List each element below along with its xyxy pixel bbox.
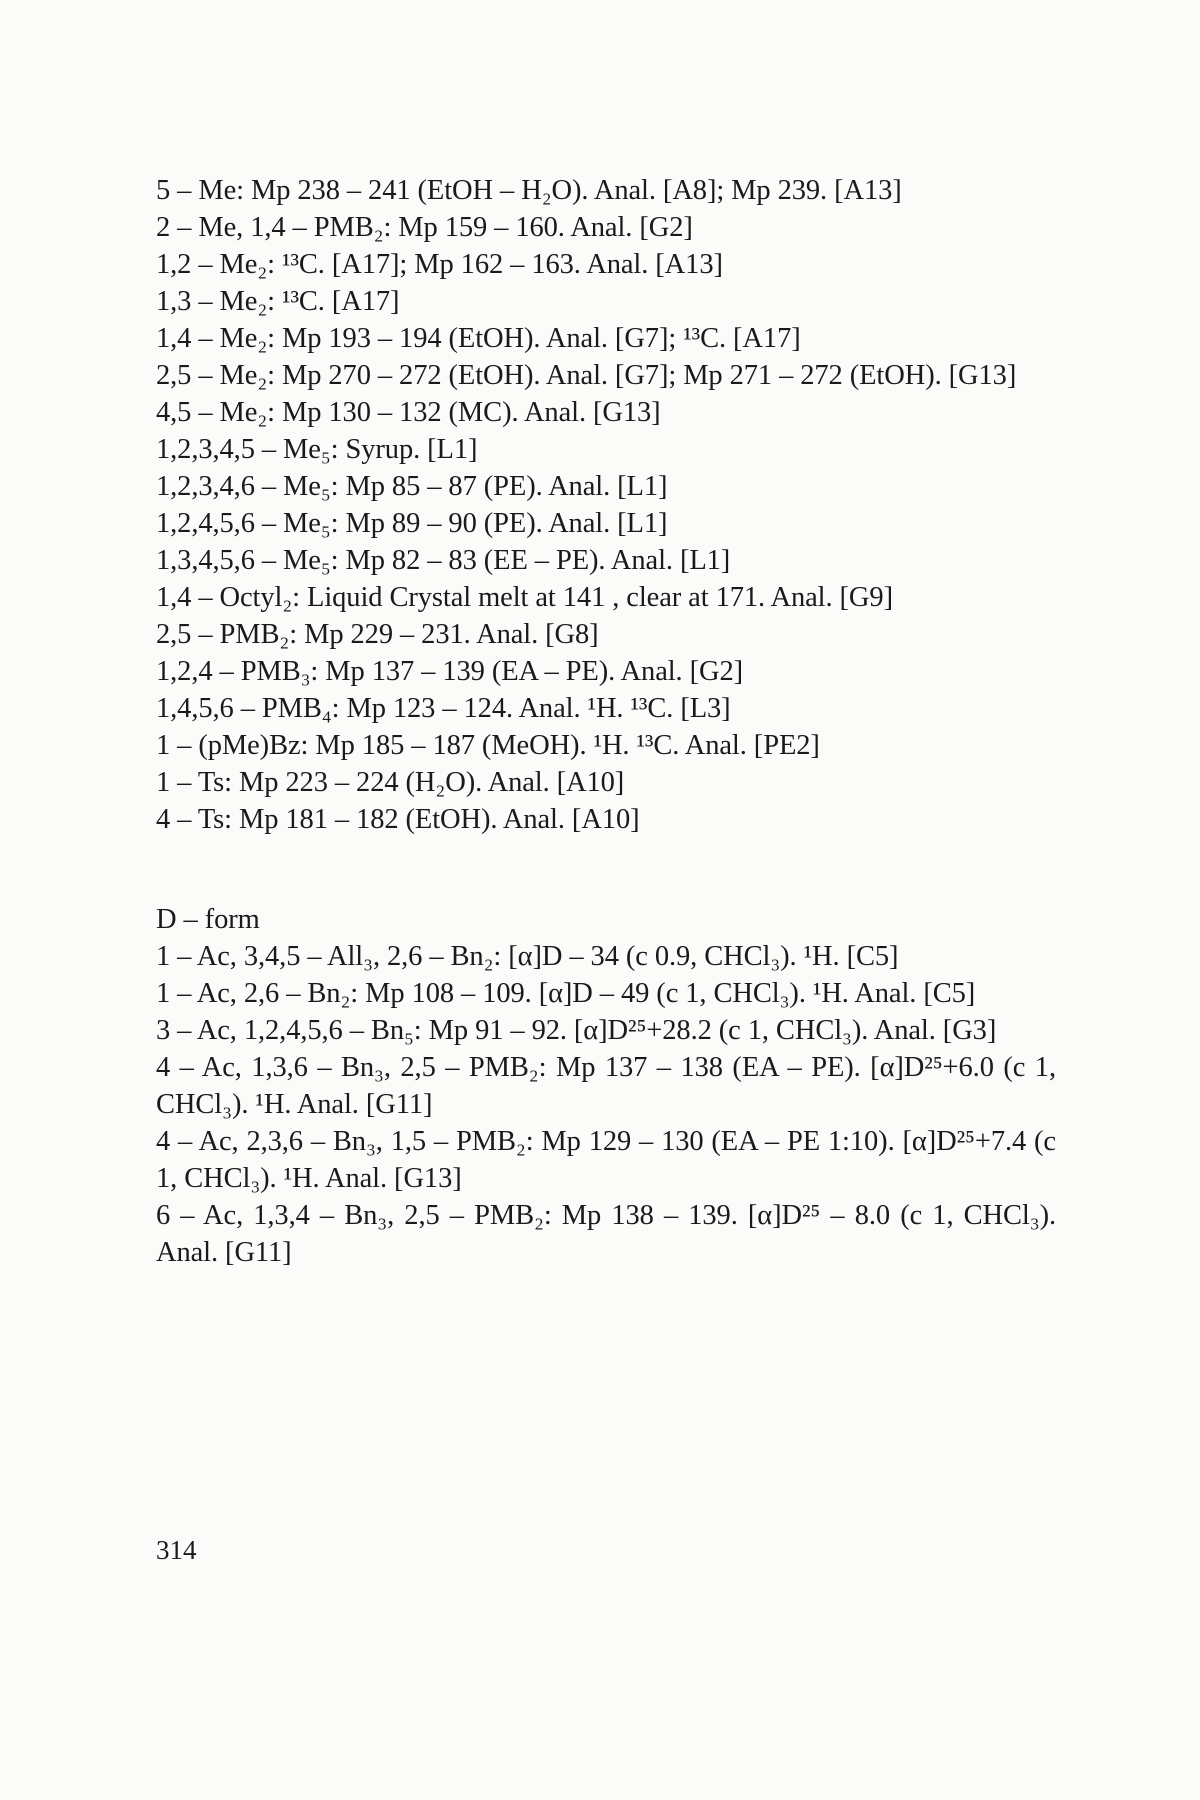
list-item: 1 – (pMe)Bz: Mp 185 – 187 (MeOH). ¹H. ¹³C. Anal. [PE2] — [156, 730, 820, 761]
list-item: 2 – Me, 1,4 – PMB₂: Mp 159 – 160. Anal. [G2] — [156, 212, 693, 243]
list-item: 1,4 – Octyl₂: Liquid Crystal melt at 141 , clear at 171. Anal. [G9] — [156, 582, 893, 613]
list-item: 1,2 – Me₂: ¹³C. [A17]; Mp 162 – 163. Anal. [A13] — [156, 249, 723, 280]
list-item: 4 – Ac, 2,3,6 – Bn₃, 1,5 – PMB₂: Mp 129 – 130 (EA – PE 1:10). [α]D²⁵+7.4 (c 1, CHCl₃). ¹H. Anal. [G13] — [156, 1126, 1056, 1194]
list-item: 1,4,5,6 – PMB₄: Mp 123 – 124. Anal. ¹H. ¹³C. [L3] — [156, 693, 731, 724]
list-item: 1 – Ac, 3,4,5 – All₃, 2,6 – Bn₂: [α]D – 34 (c 0.9, CHCl₃). ¹H. [C5] — [156, 941, 899, 972]
text-body — [156, 172, 1056, 1271]
list-item: 4,5 – Me₂: Mp 130 – 132 (MC). Anal. [G13] — [156, 397, 661, 428]
list-item: 1 – Ac, 2,6 – Bn₂: Mp 108 – 109. [α]D – 49 (c 1, CHCl₃). ¹H. Anal. [C5] — [156, 978, 976, 1009]
list-item: 1,2,3,4,5 – Me₅: Syrup. [L1] — [156, 434, 478, 465]
list-item: 1,4 – Me₂: Mp 193 – 194 (EtOH). Anal. [G7]; ¹³C. [A17] — [156, 323, 801, 354]
section-spacer — [156, 838, 1056, 901]
list-item: 5 – Me: Mp 238 – 241 (EtOH – H₂O). Anal. [A8]; Mp 239. [A13] — [156, 175, 902, 206]
list-item: 2,5 – PMB₂: Mp 229 – 231. Anal. [G8] — [156, 619, 599, 650]
list-item: 6 – Ac, 1,3,4 – Bn₃, 2,5 – PMB₂: Mp 138 – 139. [α]D²⁵ – 8.0 (c 1, CHCl₃). Anal. [G11] — [156, 1200, 1056, 1268]
list-item: 1,3 – Me₂: ¹³C. [A17] — [156, 286, 400, 317]
list-item: 2,5 – Me₂: Mp 270 – 272 (EtOH). Anal. [G7]; Mp 271 – 272 (EtOH). [G13] — [156, 360, 1017, 391]
list-item: 1,2,4 – PMB₃: Mp 137 – 139 (EA – PE). Anal. [G2] — [156, 656, 744, 687]
list-item: 1 – Ts: Mp 223 – 224 (H₂O). Anal. [A10] — [156, 767, 625, 798]
list-item: 1,3,4,5,6 – Me₅: Mp 82 – 83 (EE – PE). Anal. [L1] — [156, 545, 731, 576]
list-item: 3 – Ac, 1,2,4,5,6 – Bn₅: Mp 91 – 92. [α]D²⁵+28.2 (c 1, CHCl₃). Anal. [G3] — [156, 1015, 997, 1046]
list-item: 1,2,3,4,6 – Me₅: Mp 85 – 87 (PE). Anal. [L1] — [156, 471, 668, 502]
list-item: 4 – Ac, 1,3,6 – Bn₃, 2,5 – PMB₂: Mp 137 – 138 (EA – PE). [α]D²⁵+6.0 (c 1, CHCl₃). ¹H. Anal. [G11] — [156, 1052, 1056, 1120]
list-item: 1,2,4,5,6 – Me₅: Mp 89 – 90 (PE). Anal. [L1] — [156, 508, 668, 539]
entry-list-b — [156, 938, 1056, 1271]
page-number: 314 — [156, 1535, 197, 1565]
entry-list-a — [156, 172, 1056, 838]
section-heading: D – form — [156, 904, 260, 935]
list-item: 4 – Ts: Mp 181 – 182 (EtOH). Anal. [A10] — [156, 804, 640, 835]
